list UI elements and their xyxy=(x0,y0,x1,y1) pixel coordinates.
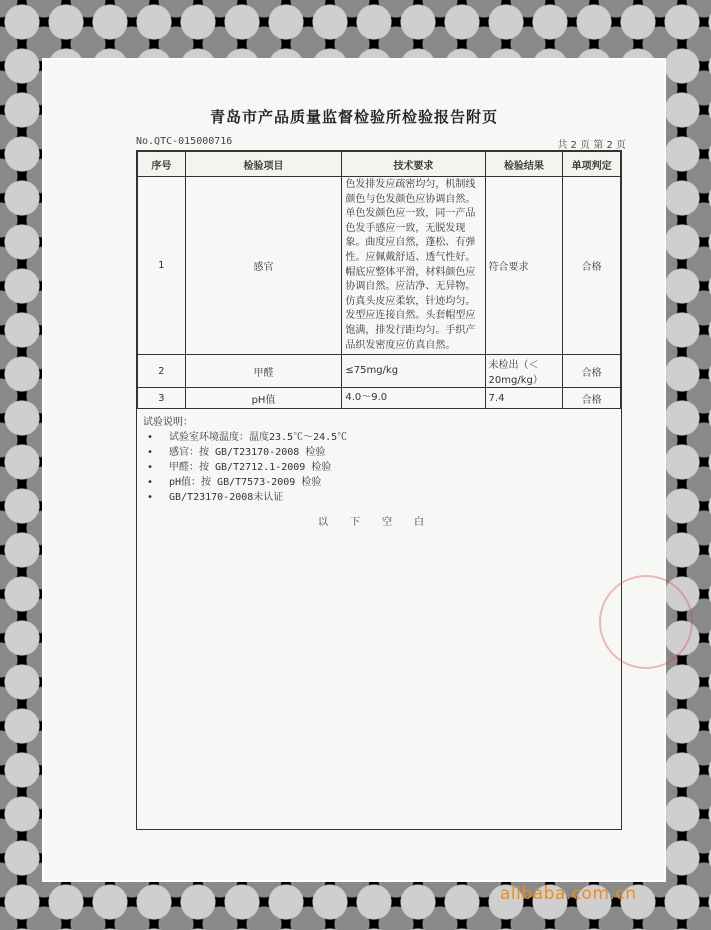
note-item: • GB/T23170-2008未认证 xyxy=(143,490,621,505)
row-no: 2 xyxy=(138,355,186,388)
table-row xyxy=(138,355,621,388)
row-requirement: 色发排发应疏密均匀，机制线颜色与色发颜色应协调自然。单色发颜色应一致，同一产品色发手感应一致，无脱发现象。曲度应自然，蓬松、有弹性。应佩戴舒适、透气性好。帽底应整体平滑，材料颜色应协调自然。应洁净、无异物。仿真头皮应柔软，针迹均匀。发型应连接自然。头套帽型应饱满，排发行距均匀。手织产品织发密度应仿真自然。 xyxy=(342,177,485,355)
note-item: • 感官：按 GB/T23170-2008 检验 xyxy=(143,445,621,460)
site-watermark: alibaba.com.cn xyxy=(500,884,637,904)
header-no: 序号 xyxy=(138,152,186,177)
report-body xyxy=(136,150,622,830)
note-item: • 试验室环境温度：温度23.5℃～24.5℃ xyxy=(143,430,621,445)
row-requirement: 4.0～9.0 xyxy=(342,388,485,409)
table-header-row xyxy=(138,152,621,177)
report-page xyxy=(44,60,664,880)
row-item: 甲醛 xyxy=(185,355,342,388)
page-info: 共 2 页 第 2 页 xyxy=(557,140,626,151)
row-no: 1 xyxy=(138,177,186,355)
header-item: 检验项目 xyxy=(185,152,342,177)
row-verdict: 合格 xyxy=(563,355,621,388)
red-seal-stamp xyxy=(599,575,693,669)
table-row xyxy=(138,388,621,409)
row-item: pH值 xyxy=(185,388,342,409)
row-verdict: 合格 xyxy=(563,177,621,355)
row-result: 符合要求 xyxy=(485,177,563,355)
header-verdict: 单项判定 xyxy=(563,152,621,177)
report-title: 青岛市产品质量监督检验所检验报告附页 xyxy=(209,108,498,126)
note-item: • 甲醛：按 GB/T2712.1-2009 检验 xyxy=(143,460,621,475)
report-meta xyxy=(136,136,626,150)
row-verdict: 合格 xyxy=(563,388,621,409)
test-notes xyxy=(143,415,621,530)
table-row xyxy=(138,177,621,355)
row-no: 3 xyxy=(138,388,186,409)
row-item: 感官 xyxy=(185,177,342,355)
blank-below-mark: 以下空白 xyxy=(318,517,446,529)
notes-heading: 试验说明： xyxy=(143,417,193,429)
report-number: No.QTC-015000716 xyxy=(136,136,233,147)
notes-list xyxy=(143,430,621,505)
header-result: 检验结果 xyxy=(485,152,563,177)
row-requirement: ≤75mg/kg xyxy=(342,355,485,388)
row-result: 未检出（＜20mg/kg） xyxy=(485,355,563,388)
results-table xyxy=(137,151,621,409)
header-requirement: 技术要求 xyxy=(342,152,485,177)
row-result: 7.4 xyxy=(485,388,563,409)
note-item: • pH值：按 GB/T7573-2009 检验 xyxy=(143,475,621,490)
